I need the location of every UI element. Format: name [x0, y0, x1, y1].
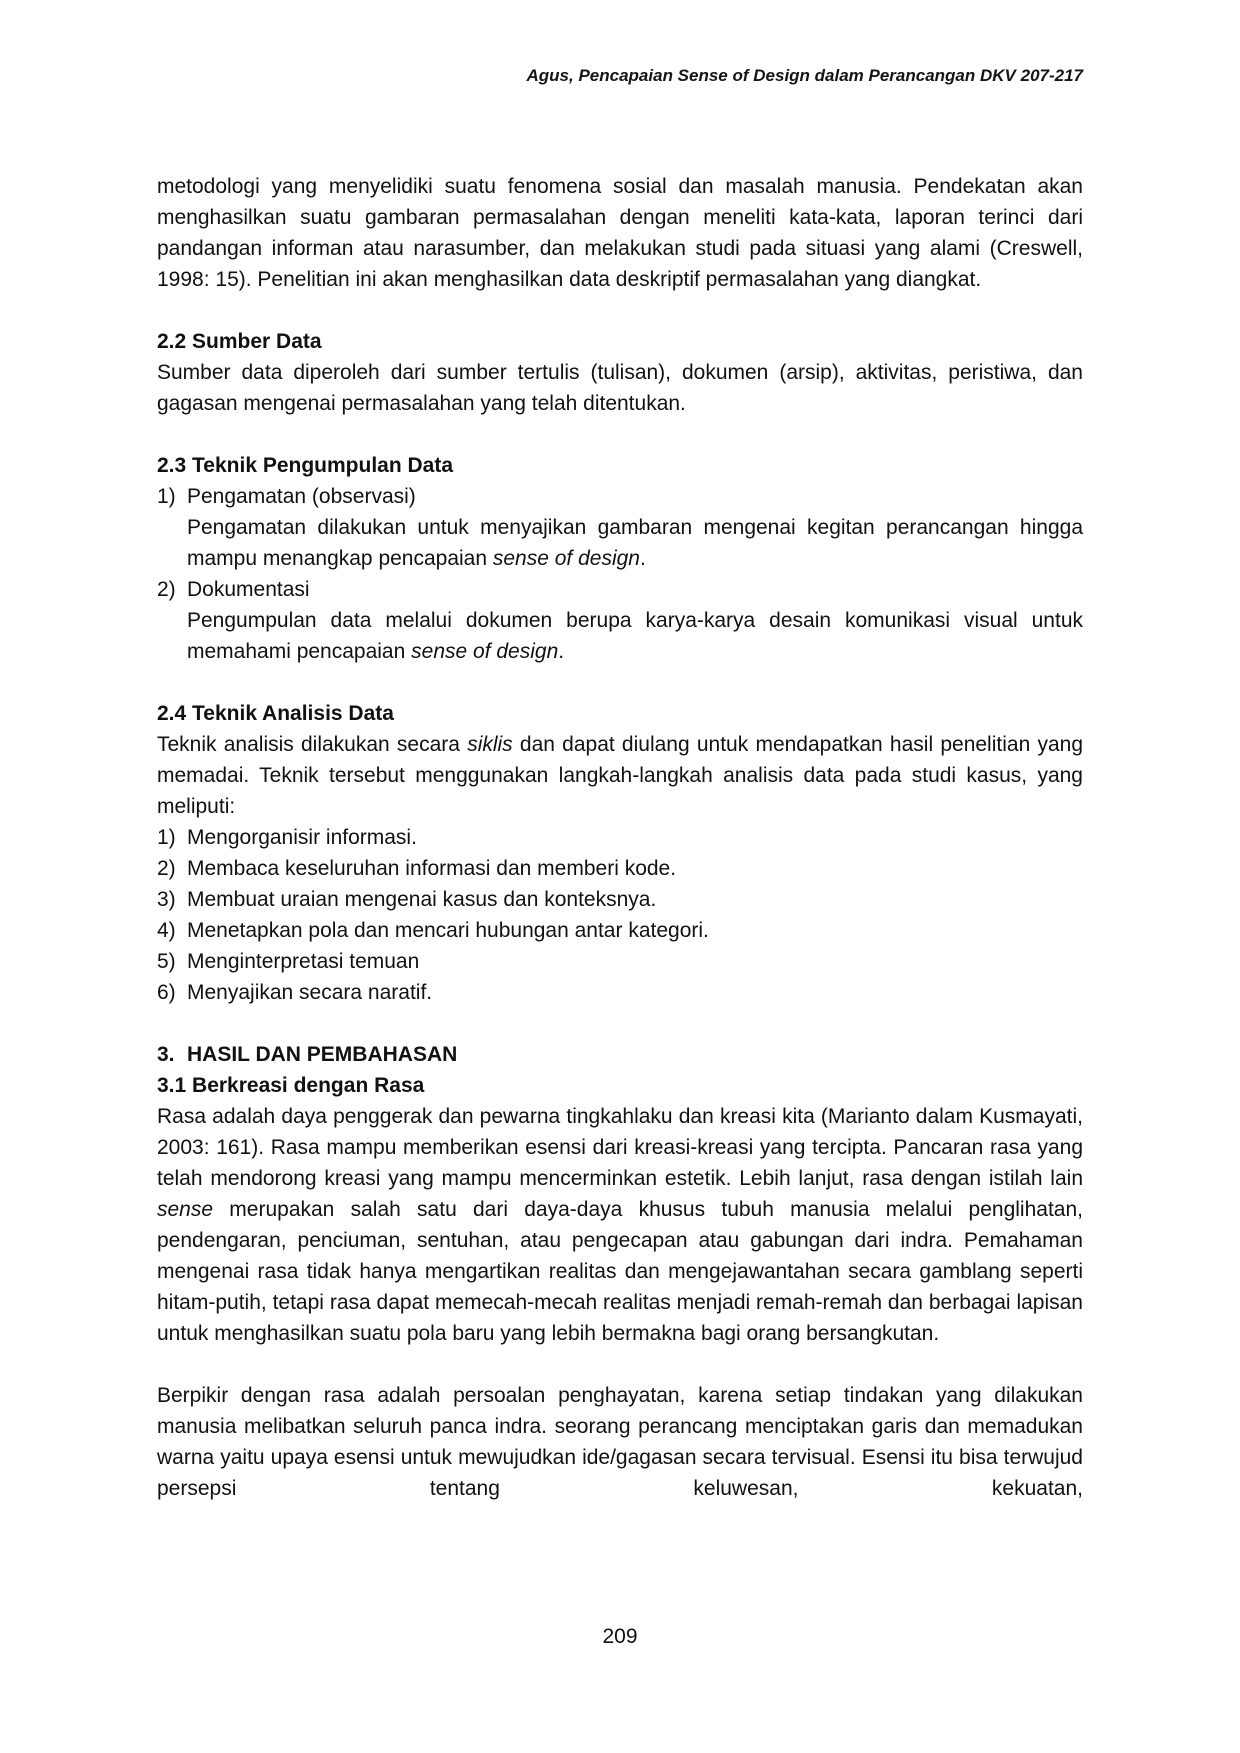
- step-text: Menginterpretasi temuan: [187, 950, 420, 973]
- list-number: 2): [157, 857, 176, 880]
- heading-number: 3.: [157, 1043, 175, 1066]
- text-run: .: [639, 547, 646, 570]
- step-text: Membuat uraian mengenai kasus dan konteksnya.: [187, 888, 657, 911]
- list-item-content: [187, 481, 1083, 574]
- text-run: .: [558, 640, 565, 663]
- running-header: Agus, Pencapaian Sense of Design dalam Perancangan DKV 207-217: [526, 66, 1083, 85]
- step-item: [157, 884, 1083, 915]
- step-item: [157, 822, 1083, 853]
- step-item: [157, 853, 1083, 884]
- paragraph-metodologi: metodologi yang menyelidiki suatu fenomena sosial dan masalah manusia. Pendekatan akan menghasilkan suatu gambaran permasalahan dengan meneliti kata-kata, laporan terinci dari pandangan informan atau narasumber, dan melakukan studi pada situasi yang alami (Creswell, 1998: 15). Penelitian ini akan menghasilkan data deskriptif permasalahan yang diangkat.: [157, 175, 1083, 291]
- paragraph-rasa: [157, 1101, 1083, 1349]
- step-item: [157, 946, 1083, 977]
- heading-2-4: 2.4 Teknik Analisis Data: [157, 702, 394, 725]
- text-run: Teknik analisis dilakukan secara: [157, 733, 468, 756]
- step-text: Membaca keseluruhan informasi dan memberi kode.: [187, 857, 677, 880]
- text-run: Pengumpulan data melalui dokumen berupa karya-karya desain komunikasi visual untuk memahami pencapaian: [187, 609, 1083, 663]
- heading-label: HASIL DAN PEMBAHASAN: [187, 1043, 458, 1066]
- italic-term-sense-of-design: sense of design: [492, 547, 640, 570]
- body-column: [157, 171, 1083, 1504]
- list-number: 4): [157, 919, 176, 942]
- list-item-body: [187, 605, 1083, 667]
- list-item-dokumentasi: [157, 574, 1083, 667]
- step-text: Mengorganisir informasi.: [187, 826, 417, 849]
- heading-2-3: 2.3 Teknik Pengumpulan Data: [157, 454, 454, 477]
- list-number: 1): [157, 485, 176, 508]
- list-number: 2): [157, 578, 176, 601]
- list-number: 6): [157, 981, 176, 1004]
- text-run: dan dapat diulang untuk mendapatkan hasil penelitian yang memadai. Teknik tersebut menggunakan langkah-langkah analisis data pada studi kasus, yang meliputi:: [157, 733, 1083, 818]
- list-number: 3): [157, 888, 176, 911]
- list-item-pengamatan: [157, 481, 1083, 574]
- list-item-content: [187, 574, 1083, 667]
- page-number: 209: [602, 1625, 638, 1648]
- text-run: Pengamatan dilakukan untuk menyajikan gambaran mengenai kegitan perancangan hingga mampu menangkap pencapaian: [187, 516, 1083, 570]
- list-item-title: Dokumentasi: [187, 578, 310, 601]
- list-item-body: [187, 512, 1083, 574]
- list-number: 5): [157, 950, 176, 973]
- italic-term-sense: sense: [157, 1198, 214, 1221]
- paragraph-berpikir: Berpikir dengan rasa adalah persoalan penghayatan, karena setiap tindakan yang dilakukan manusia melibatkan seluruh panca indra. seorang perancang menciptakan garis dan memadukan warna yaitu upaya esensi untuk mewujudkan ide/gagasan secara tervisual. Esensi itu bisa terwujud persepsi tentang keluwesan, kekuatan,: [157, 1384, 1083, 1500]
- paragraph-sumber-data: Sumber data diperoleh dari sumber tertulis (tulisan), dokumen (arsip), aktivitas, peristiwa, dan gagasan mengenai permasalahan yang telah ditentukan.: [157, 361, 1083, 415]
- italic-term-siklis: siklis: [467, 733, 513, 756]
- paragraph-teknik-analisis: [157, 729, 1083, 822]
- list-item-title: Pengamatan (observasi): [187, 485, 416, 508]
- step-text: Menyajikan secara naratif.: [187, 981, 433, 1004]
- step-item: [157, 977, 1083, 1008]
- text-run: merupakan salah satu dari daya-daya khusus tubuh manusia melalui penglihatan, pendengaran, penciuman, sentuhan, atau pengecapan atau gabungan dari indra. Pemahaman mengenai rasa tidak hanya mengartikan realitas dan mengejawantahan secara gamblang seperti hitam-putih, tetapi rasa dapat memecah-mecah realitas menjadi remah-remah dan berbagai lapisan untuk menghasilkan suatu pola baru yang lebih bermakna bagi orang bersangkutan.: [157, 1198, 1083, 1345]
- italic-term-sense-of-design: sense of design: [411, 640, 559, 663]
- step-text: Menetapkan pola dan mencari hubungan antar kategori.: [187, 919, 709, 942]
- heading-2-2: 2.2 Sumber Data: [157, 330, 322, 353]
- list-number: 1): [157, 826, 176, 849]
- text-run: Rasa adalah daya penggerak dan pewarna tingkahlaku dan kreasi kita (Marianto dalam Kusmayati, 2003: 161). Rasa mampu memberikan esensi dari kreasi-kreasi yang tercipta. Pancaran rasa yang telah mendorong kreasi yang mampu mencerminkan estetik. Lebih lanjut, rasa dengan istilah lain: [157, 1105, 1083, 1190]
- heading-3: [157, 1039, 1083, 1070]
- step-item: [157, 915, 1083, 946]
- heading-3-1: 3.1 Berkreasi dengan Rasa: [157, 1074, 425, 1097]
